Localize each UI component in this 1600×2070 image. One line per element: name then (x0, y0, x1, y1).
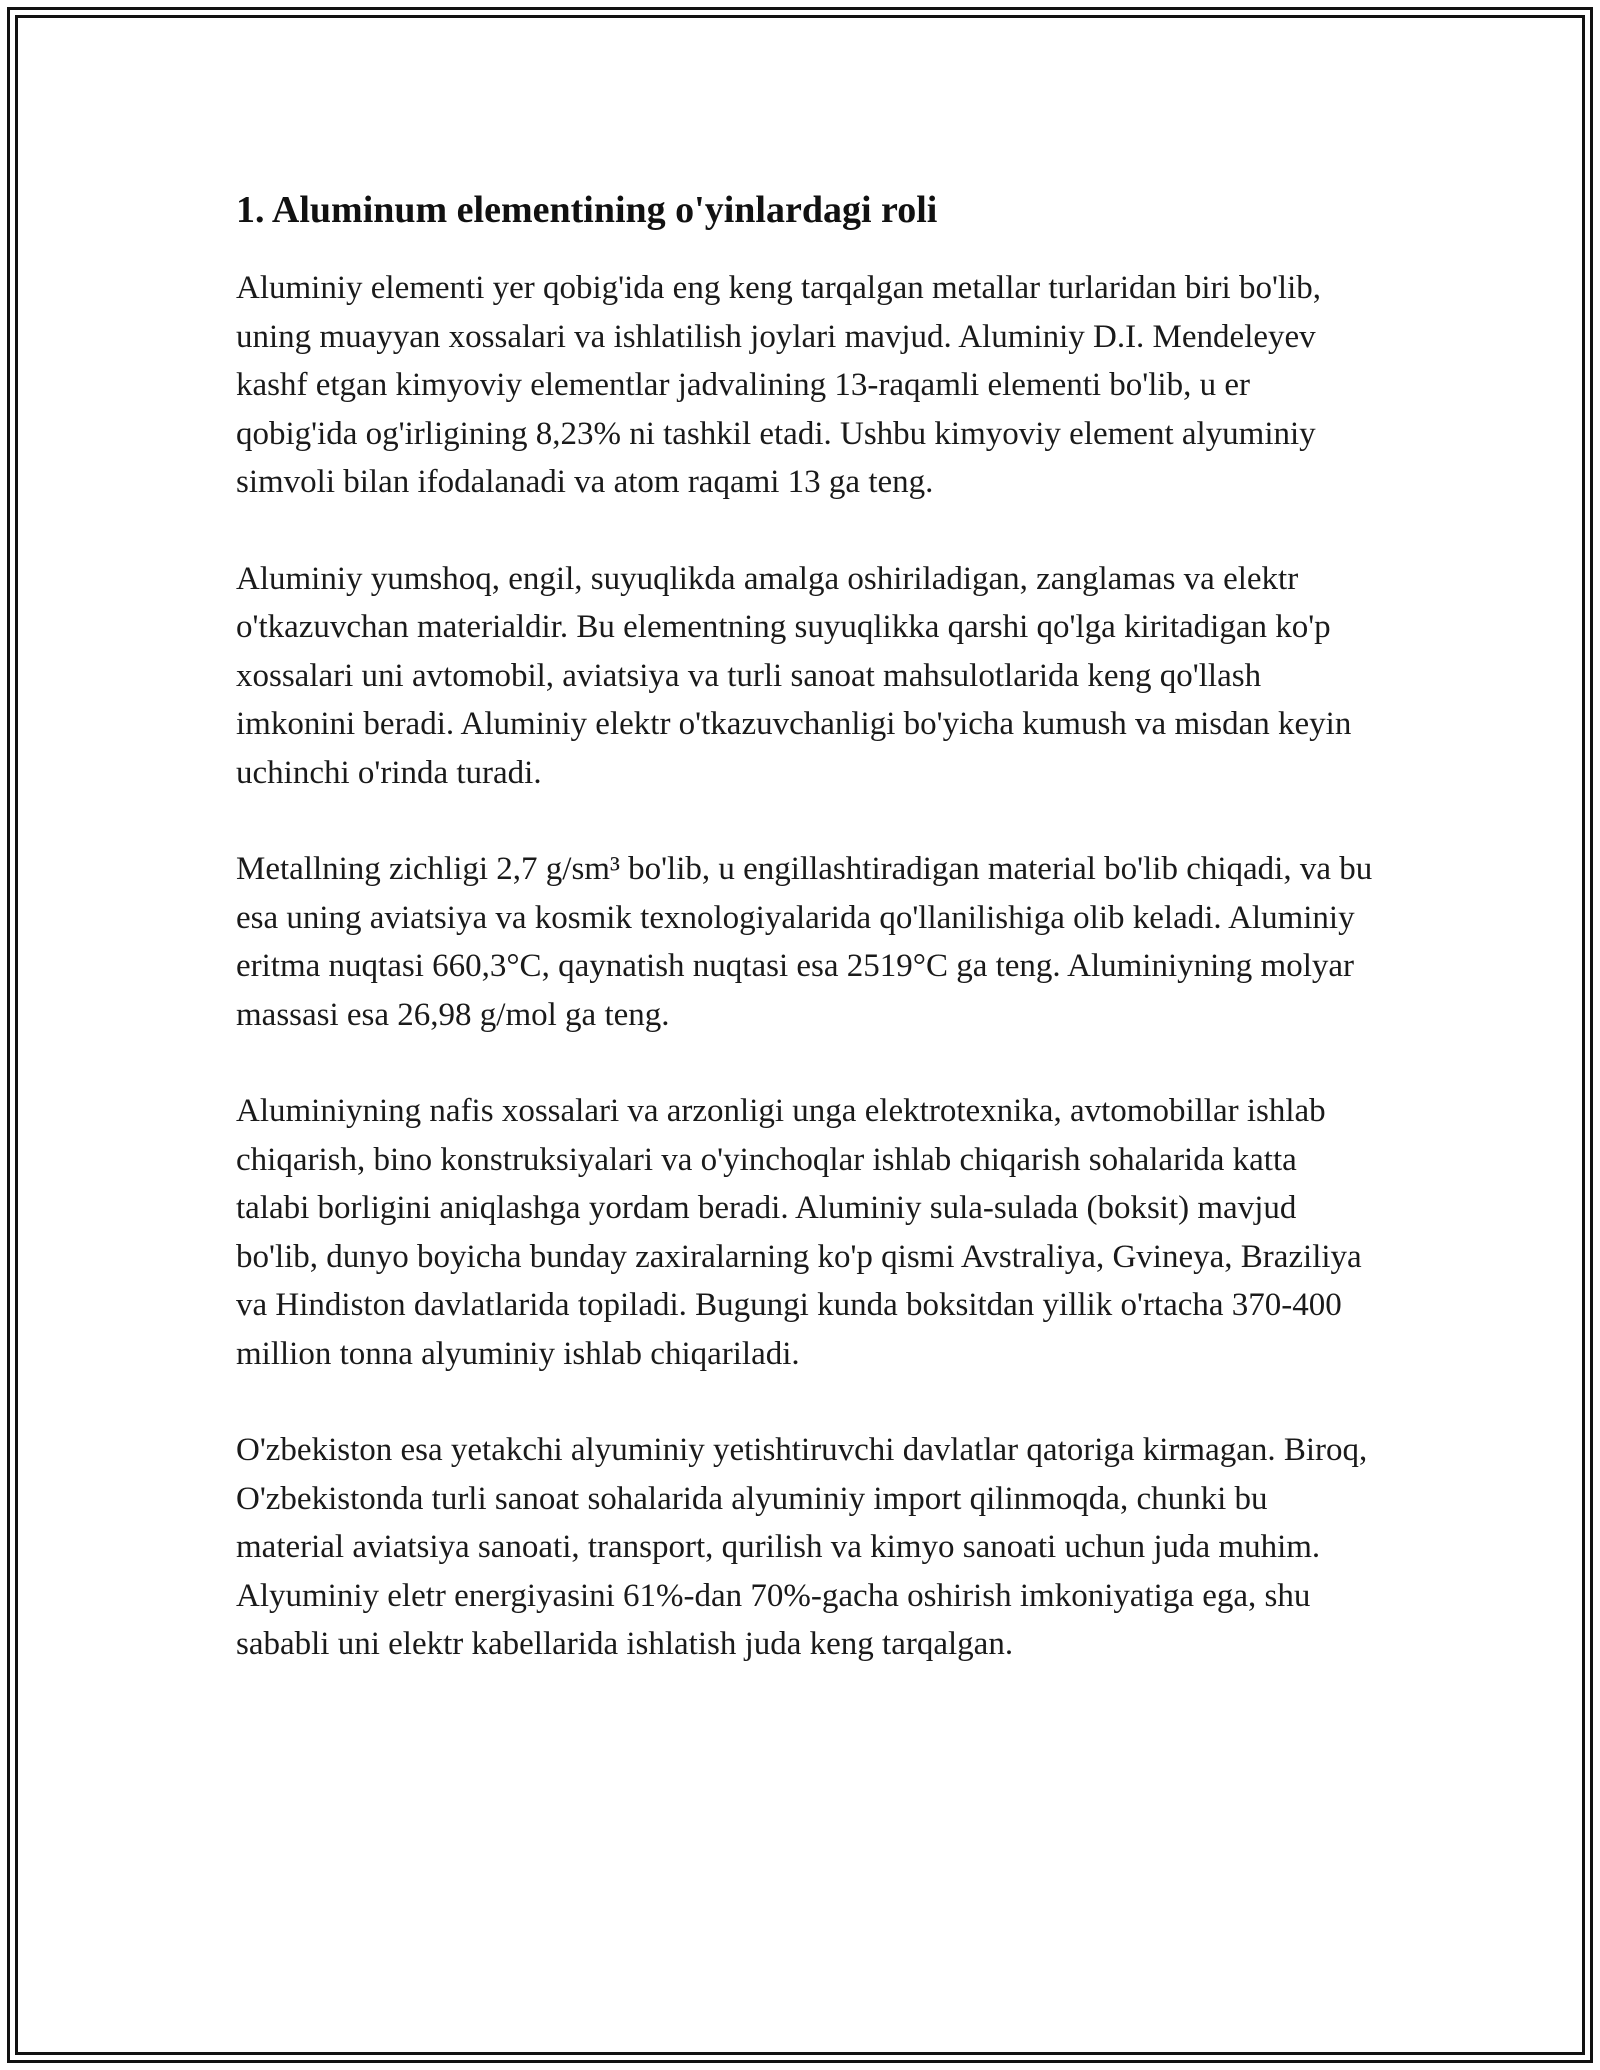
paragraph-4: Aluminiyning nafis xossalari va arzonligi unga elektrotexnika, avtomobillar ishlab chiqarish, bino konstruksiyalari va o'yinchoqlar ishlab chiqarish sohalarida katta talabi borligini aniqlashga yordam beradi. Aluminiy sula-sulada (boksit) mavjud bo'lib, dunyo boyicha bunday zaxiralarning ko'p qismi Avstraliya, Gvineya, Braziliya va Hindiston davlatlarida topiladi. Bugungi kunda boksitdan yillik o'rtacha 370-400 million tonna alyuminiy ishlab chiqariladi. (236, 1093, 1362, 1372)
page-title: 1. Aluminum elementining o'yinlardagi roli (236, 189, 938, 231)
paragraph-2: Aluminiy yumshoq, engil, suyuqlikda amalga oshiriladigan, zanglamas va elektr o'tkazuvchan materialdir. Bu elementning suyuqlikka qarshi qo'lga kiritadigan ko'p xossalari uni avtomobil, aviatsiya va turli sanoat mahsulotlarida keng qo'llash imkonini beradi. Aluminiy elektr o'tkazuvchanligi bo'yicha kumush va misdan keyin uchinchi o'rinda turadi. (236, 560, 1352, 791)
document-body (236, 186, 1376, 1669)
paragraph-1: Aluminiy elementi yer qobig'ida eng keng tarqalgan metallar turlaridan biri bo'lib, uning muayyan xossalari va ishlatilish joylari mavjud. Aluminiy D.I. Mendeleyev kashf etgan kimyoviy elementlar jadvalining 13-raqamli elementi bo'lib, u er qobig'ida og'irligining 8,23% ni tashkil etadi. Ushbu kimyoviy element alyuminiy simvoli bilan ifodalanadi va atom raqami 13 ga teng. (236, 270, 1321, 500)
paragraph-3: Metallning zichligi 2,7 g/sm³ bo'lib, u engillashtiradigan material bo'lib chiqadi, va bu esa uning aviatsiya va kosmik texnologiyalarida qo'llanilishiga olib keladi. Aluminiy eritma nuqtasi 660,3°C, qaynatish nuqtasi esa 2519°C ga teng. Aluminiyning molyar massasi esa 26,98 g/mol ga teng. (236, 851, 1373, 1033)
paragraph-5: O'zbekiston esa yetakchi alyuminiy yetishtiruvchi davlatlar qatoriga kirmagan. Biroq, O'zbekistonda turli sanoat sohalarida alyuminiy import qilinmoqda, chunki bu material aviatsiya sanoati, transport, qurilish va kimyo sanoati uchun juda muhim. Alyuminiy eletr energiyasini 61%-dan 70%-gacha oshirish imkoniyatiga ega, shu sababli uni elektr kabellarida ishlatish juda keng tarqalgan. (236, 1432, 1368, 1662)
